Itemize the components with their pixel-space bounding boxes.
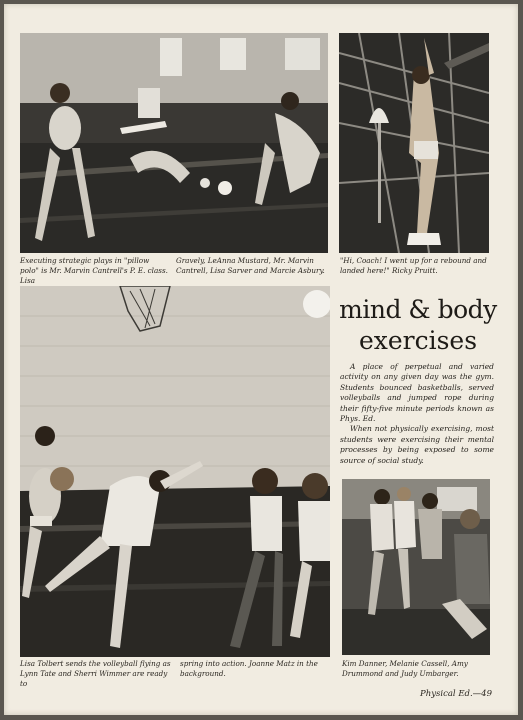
body-paragraph-2: When not physically exercising, most students were exercising their mental processes by being exposed to some source of social study. <box>340 424 494 465</box>
article-body <box>340 362 494 466</box>
article-heading <box>329 295 507 357</box>
photo-volleyball <box>20 286 330 657</box>
caption-volleyball-left: Lisa Tolbert sends the volleyball flying as Lynn Tate and Sherri Wimmer are ready to <box>20 659 171 688</box>
classroom-photo-icon <box>342 479 490 655</box>
gym-photo-icon <box>20 286 330 657</box>
photo-rebound <box>339 33 489 253</box>
gym-photo-icon <box>339 33 489 253</box>
heading-line-2: exercises <box>358 326 478 355</box>
photo-study <box>342 479 490 655</box>
caption-study: Kim Danner, Melanie Cassell, Amy Drummond and Judy Umbarger. <box>342 659 468 678</box>
heading-line-1: mind & body <box>339 295 497 324</box>
photo-pillow-polo <box>20 33 328 253</box>
caption-pillow-polo-right: Gravely, LeAnna Mustard, Mr. Marvin Cantrell, Lisa Sarver and Marcie Asbury. <box>176 256 325 275</box>
caption-rebound: "Hi, Coach! I went up for a rebound and landed here!" Ricky Pruitt. <box>340 256 487 275</box>
yearbook-page <box>4 4 518 715</box>
caption-volleyball-right: spring into action. Joanne Matz in the background. <box>180 659 318 678</box>
caption-pillow-polo-left: Executing strategic plays in "pillow polo" is Mr. Marvin Cantrell's P. E. class. Lisa <box>20 256 168 285</box>
page-folio: Physical Ed.—49 <box>420 689 492 699</box>
gym-photo-icon <box>20 33 328 253</box>
body-paragraph-1: A place of perpetual and varied activity on any given day was the gym. Students bounced basketballs, served volleyballs and jumped rope during their fifty-five minute periods known as Phys. Ed. <box>340 362 494 424</box>
